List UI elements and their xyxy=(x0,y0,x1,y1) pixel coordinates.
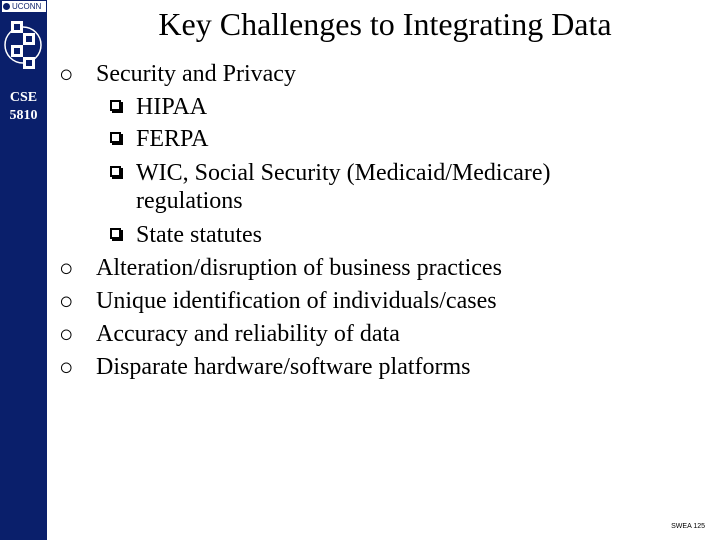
sub-bullet-item xyxy=(136,220,262,250)
square-bullet-icon xyxy=(110,166,121,177)
course-code xyxy=(0,89,47,125)
sub-bullet-continuation xyxy=(136,186,243,216)
sub-bullet-item xyxy=(136,124,209,154)
bullet-icon: ○ xyxy=(59,256,74,282)
course-line-1: CSE xyxy=(9,90,38,105)
square-bullet-icon xyxy=(110,228,121,239)
bullet-icon: ○ xyxy=(59,62,74,88)
bullet-item xyxy=(59,60,296,88)
sub-bullet-text: FERPA xyxy=(136,126,209,152)
sub-bullet-text: WIC, Social Security (Medicaid/Medicare) xyxy=(136,160,551,186)
bullet-text: Security and Privacy xyxy=(96,61,296,87)
uconn-wordmark xyxy=(2,1,46,12)
bullet-text: Unique identification of individuals/cases xyxy=(96,288,497,314)
bullet-icon: ○ xyxy=(59,322,74,348)
sub-bullet-text: regulations xyxy=(136,188,243,214)
bullet-text: Alteration/disruption of business practices xyxy=(96,255,502,281)
seal-icon xyxy=(3,3,10,10)
bullet-item xyxy=(59,353,471,381)
sub-bullet-item xyxy=(136,92,207,122)
bullet-item xyxy=(59,287,497,315)
logo-text: UCONN xyxy=(12,2,42,11)
square-bullet-icon xyxy=(110,100,121,111)
bullet-text: Disparate hardware/software platforms xyxy=(96,354,471,380)
sidebar xyxy=(0,0,47,540)
course-line-2: 5810 xyxy=(9,108,38,123)
square-bullet-icon xyxy=(110,132,121,143)
sub-bullet-item xyxy=(136,158,551,188)
bullet-item xyxy=(59,254,502,282)
bullet-text: Accuracy and reliability of data xyxy=(96,321,400,347)
sub-bullet-text: HIPAA xyxy=(136,94,208,120)
slide-footer-code: SWEA 125 xyxy=(671,523,705,530)
slide-title: Key Challenges to Integrating Data xyxy=(158,6,612,42)
sub-bullet-text: State statutes xyxy=(136,222,262,248)
bullet-icon: ○ xyxy=(59,355,74,381)
bullet-icon: ○ xyxy=(59,289,74,315)
bullet-item xyxy=(59,320,400,348)
uconn-logo-icon xyxy=(3,15,43,80)
